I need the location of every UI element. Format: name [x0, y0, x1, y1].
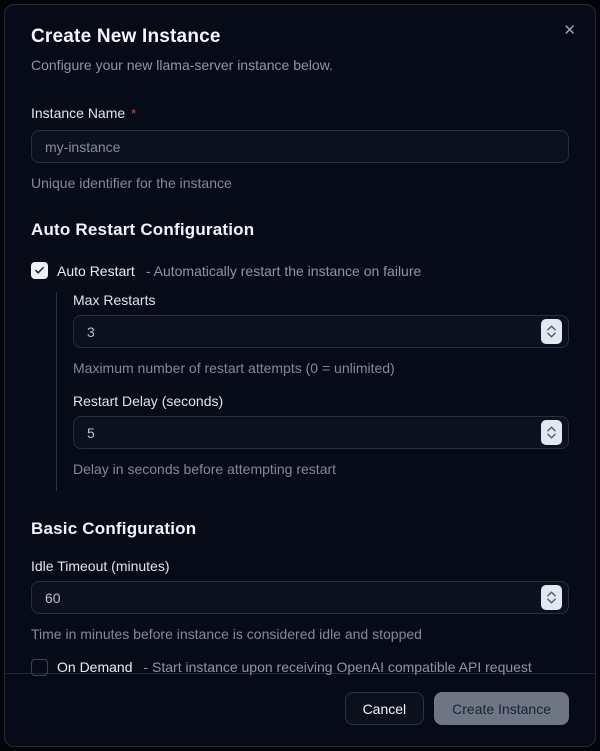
dialog-subtitle: Configure your new llama-server instance below.	[31, 57, 333, 73]
restart-delay-label: Restart Delay (seconds)	[73, 393, 224, 409]
chevron-down-icon	[547, 332, 556, 338]
on-demand-checkbox-label: On Demand	[57, 659, 133, 675]
dialog-body	[5, 5, 595, 675]
max-restarts-help: Maximum number of restart attempts (0 = unlimited)	[73, 360, 395, 376]
restart-delay-stepper[interactable]	[541, 420, 562, 445]
chevron-down-icon	[547, 598, 556, 604]
chevron-up-icon	[547, 325, 556, 331]
close-icon[interactable]: ✕	[563, 22, 576, 39]
create-instance-dialog	[4, 4, 596, 747]
instance-name-label: Instance Name	[31, 105, 126, 121]
required-asterisk: *	[131, 106, 137, 121]
idle-timeout-field	[31, 581, 569, 614]
max-restarts-field	[73, 315, 569, 348]
auto-restart-checkbox-row	[31, 262, 569, 279]
on-demand-checkbox-row	[31, 655, 569, 679]
basic-section-heading: Basic Configuration	[31, 519, 197, 538]
instance-name-label-row	[31, 105, 569, 121]
restart-delay-help: Delay in seconds before attempting restart	[73, 461, 337, 477]
dialog-footer	[5, 673, 595, 725]
chevron-up-icon	[547, 426, 556, 432]
auto-restart-checkbox[interactable]	[31, 262, 48, 279]
on-demand-checkbox[interactable]	[31, 659, 48, 676]
auto-restart-checkbox-description: - Automatically restart the instance on failure	[145, 262, 422, 279]
auto-restart-checkbox-label: Auto Restart	[57, 262, 135, 279]
cancel-button[interactable]: Cancel	[345, 692, 425, 725]
checkmark-icon	[34, 265, 45, 276]
instance-name-input[interactable]	[31, 130, 569, 163]
create-instance-button[interactable]: Create Instance	[434, 692, 569, 725]
auto-restart-section-heading: Auto Restart Configuration	[31, 220, 255, 239]
idle-timeout-stepper[interactable]	[541, 585, 562, 610]
max-restarts-input[interactable]	[87, 324, 541, 340]
restart-delay-input[interactable]	[87, 425, 541, 441]
chevron-down-icon	[547, 433, 556, 439]
idle-timeout-input[interactable]	[45, 590, 541, 606]
max-restarts-stepper[interactable]	[541, 319, 562, 344]
idle-timeout-label: Idle Timeout (minutes)	[31, 558, 170, 574]
restart-delay-field	[73, 416, 569, 449]
chevron-up-icon	[547, 591, 556, 597]
max-restarts-label: Max Restarts	[73, 292, 156, 308]
instance-name-help: Unique identifier for the instance	[31, 175, 232, 191]
auto-restart-subfields	[56, 292, 569, 491]
dialog-title: Create New Instance	[31, 26, 221, 47]
on-demand-checkbox-description: - Start instance upon receiving OpenAI compatible API request	[143, 659, 532, 675]
idle-timeout-help: Time in minutes before instance is considered idle and stopped	[31, 626, 422, 642]
